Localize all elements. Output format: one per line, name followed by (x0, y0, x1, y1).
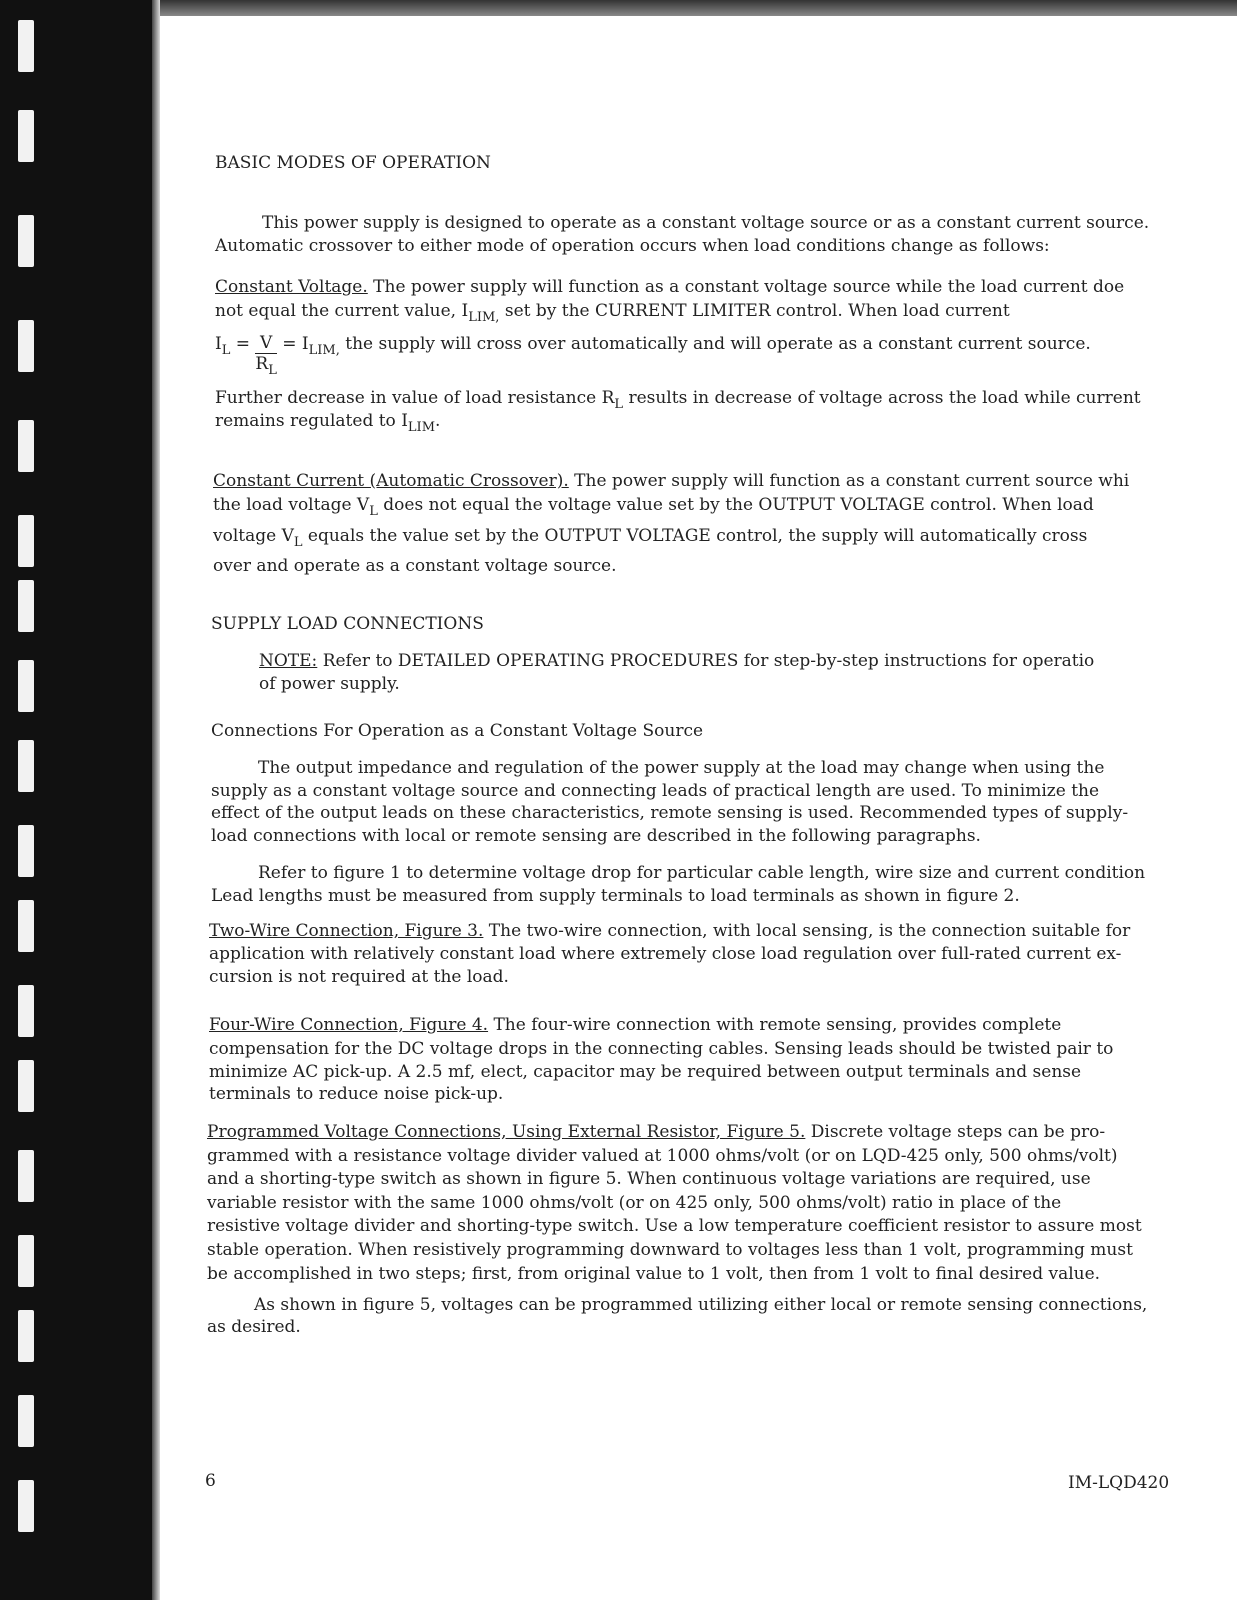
programmed-voltage-line-6: stable operation. When resistively programming downward to voltages less than 1 volt, programming must (207, 1240, 1133, 1260)
binding-hole (18, 985, 34, 1037)
figure1-para-line-1: Refer to figure 1 to determine voltage drop for particular cable length, wire size and current condition (258, 863, 1146, 883)
binding-hole (18, 580, 34, 632)
document-code: IM-LQD420 (1068, 1473, 1170, 1493)
film-binding-strip (0, 0, 160, 1600)
note-line-1: NOTE: Refer to DETAILED OPERATING PROCEDURES for step-by-step instructions for operatio (259, 651, 1095, 671)
binding-hole (18, 900, 34, 952)
binding-hole (18, 420, 34, 472)
section-heading-basic-modes: BASIC MODES OF OPERATION (215, 153, 491, 173)
binding-hole (18, 1150, 34, 1202)
programmed-voltage-title: Programmed Voltage Connections, Using External Resistor, Figure 5. (207, 1122, 806, 1142)
binding-hole (18, 1060, 34, 1112)
four-wire-title: Four-Wire Connection, Figure 4. (209, 1015, 489, 1035)
binding-hole (18, 1395, 34, 1447)
four-wire-line-1: Four-Wire Connection, Figure 4. The four-wire connection with remote sensing, provides complete (209, 1015, 1062, 1035)
binding-hole (18, 320, 34, 372)
programmed-voltage-line-5: resistive voltage divider and shorting-type switch. Use a low temperature coefficient resistor to assure most (207, 1216, 1142, 1236)
equation-denominator: $R_L$ (255, 354, 277, 378)
top-scan-edge (160, 0, 1237, 16)
page-number: 6 (205, 1471, 216, 1491)
output-para-line-4: load connections with local or remote sensing are described in the following paragraphs. (211, 826, 981, 846)
four-wire-line-3: minimize AC pick-up. A 2.5 mf, elect, capacitor may be required between output terminals and sense (209, 1062, 1082, 1082)
programmed-voltage-line-4: variable resistor with the same 1000 ohms/volt (or on 425 only, 500 ohms/volt) ratio in place of the (207, 1193, 1062, 1213)
constant-current-title: Constant Current (Automatic Crossover). (213, 471, 569, 491)
binding-hole (18, 1235, 34, 1287)
output-para-line-3: effect of the output leads on these characteristics, remote sensing is used. Recommended types of supply- (211, 803, 1129, 823)
intro-line-2: Automatic crossover to either mode of operation occurs when load conditions change as follows: (215, 236, 1050, 256)
constant-voltage-line-2: not equal the current value, $I_{LIM,}$ set by the CURRENT LIMITER control. When load current (215, 301, 1010, 325)
binding-hole (18, 1310, 34, 1362)
four-wire-line-4: terminals to reduce noise pick-up. (209, 1084, 504, 1104)
two-wire-title: Two-Wire Connection, Figure 3. (209, 921, 484, 941)
constant-current-line-1: Constant Current (Automatic Crossover). The power supply will function as a constant current source whi (213, 471, 1130, 491)
last-para-line-1: As shown in figure 5, voltages can be programmed utilizing either local or remote sensing connections, (254, 1295, 1148, 1315)
binding-hole (18, 20, 34, 72)
output-para-line-2: supply as a constant voltage source and connecting leads of practical length are used. To minimize the (211, 781, 1100, 801)
note-label: NOTE: (259, 651, 318, 671)
two-wire-line-3: cursion is not required at the load. (209, 967, 509, 987)
programmed-voltage-line-3: and a shorting-type switch as shown in figure 5. When continuous voltage variations are required, use (207, 1169, 1091, 1189)
subheading-constant-voltage-source: Connections For Operation as a Constant Voltage Source (211, 721, 704, 741)
two-wire-line-1: Two-Wire Connection, Figure 3. The two-wire connection, with local sensing, is the connection suitable for (209, 921, 1131, 941)
constant-voltage-line-4: Further decrease in value of load resistance $R_L$ results in decrease of voltage across the load while current (215, 388, 1141, 412)
current-equation-line: $I_L$ = $\frac{V}{R_L}$ = $I_{LIM,}$ the supply will cross over automatically and will operate as a constant current source. (215, 333, 1091, 381)
programmed-voltage-line-2: grammed with a resistance voltage divider valued at 1000 ohms/volt (or on LQD-425 only, 500 ohms/volt) (207, 1146, 1118, 1166)
intro-line-1: This power supply is designed to operate as a constant voltage source or as a constant current source. (262, 213, 1150, 233)
constant-voltage-title: Constant Voltage. (215, 277, 368, 297)
output-para-line-1: The output impedance and regulation of the power supply at the load may change when using the (258, 758, 1105, 778)
binding-hole (18, 110, 34, 162)
programmed-voltage-line-1: Programmed Voltage Connections, Using External Resistor, Figure 5. Discrete voltage steps can be pro- (207, 1122, 1106, 1142)
binding-hole (18, 825, 34, 877)
binding-hole (18, 215, 34, 267)
equation-numerator: V (255, 333, 276, 354)
constant-current-line-4: over and operate as a constant voltage source. (213, 556, 617, 576)
section-heading-supply-load: SUPPLY LOAD CONNECTIONS (211, 614, 484, 634)
binding-hole (18, 1480, 34, 1532)
last-para-line-2: as desired. (207, 1317, 301, 1337)
constant-current-line-2: the load voltage $V_L$ does not equal the voltage value set by the OUTPUT VOLTAGE control. When load (213, 495, 1094, 519)
binding-hole (18, 515, 34, 567)
programmed-voltage-line-7: be accomplished in two steps; first, from original value to 1 volt, then from 1 volt to final desired value. (207, 1264, 1101, 1284)
page-edge-shadow (152, 0, 160, 1600)
two-wire-line-2: application with relatively constant load where extremely close load regulation over full-rated current ex- (209, 944, 1122, 964)
binding-hole (18, 660, 34, 712)
binding-hole (18, 740, 34, 792)
constant-voltage-line-5: remains regulated to $I_{LIM}$. (215, 411, 441, 435)
figure1-para-line-2: Lead lengths must be measured from supply terminals to load terminals as shown in figure 2. (211, 886, 1020, 906)
note-line-2: of power supply. (259, 674, 400, 694)
four-wire-line-2: compensation for the DC voltage drops in the connecting cables. Sensing leads should be twisted pair to (209, 1039, 1114, 1059)
constant-voltage-line-1: Constant Voltage. The power supply will function as a constant voltage source while the load current doe (215, 277, 1125, 297)
constant-current-line-3: voltage $V_L$ equals the value set by the OUTPUT VOLTAGE control, the supply will automatically cross (213, 526, 1088, 550)
